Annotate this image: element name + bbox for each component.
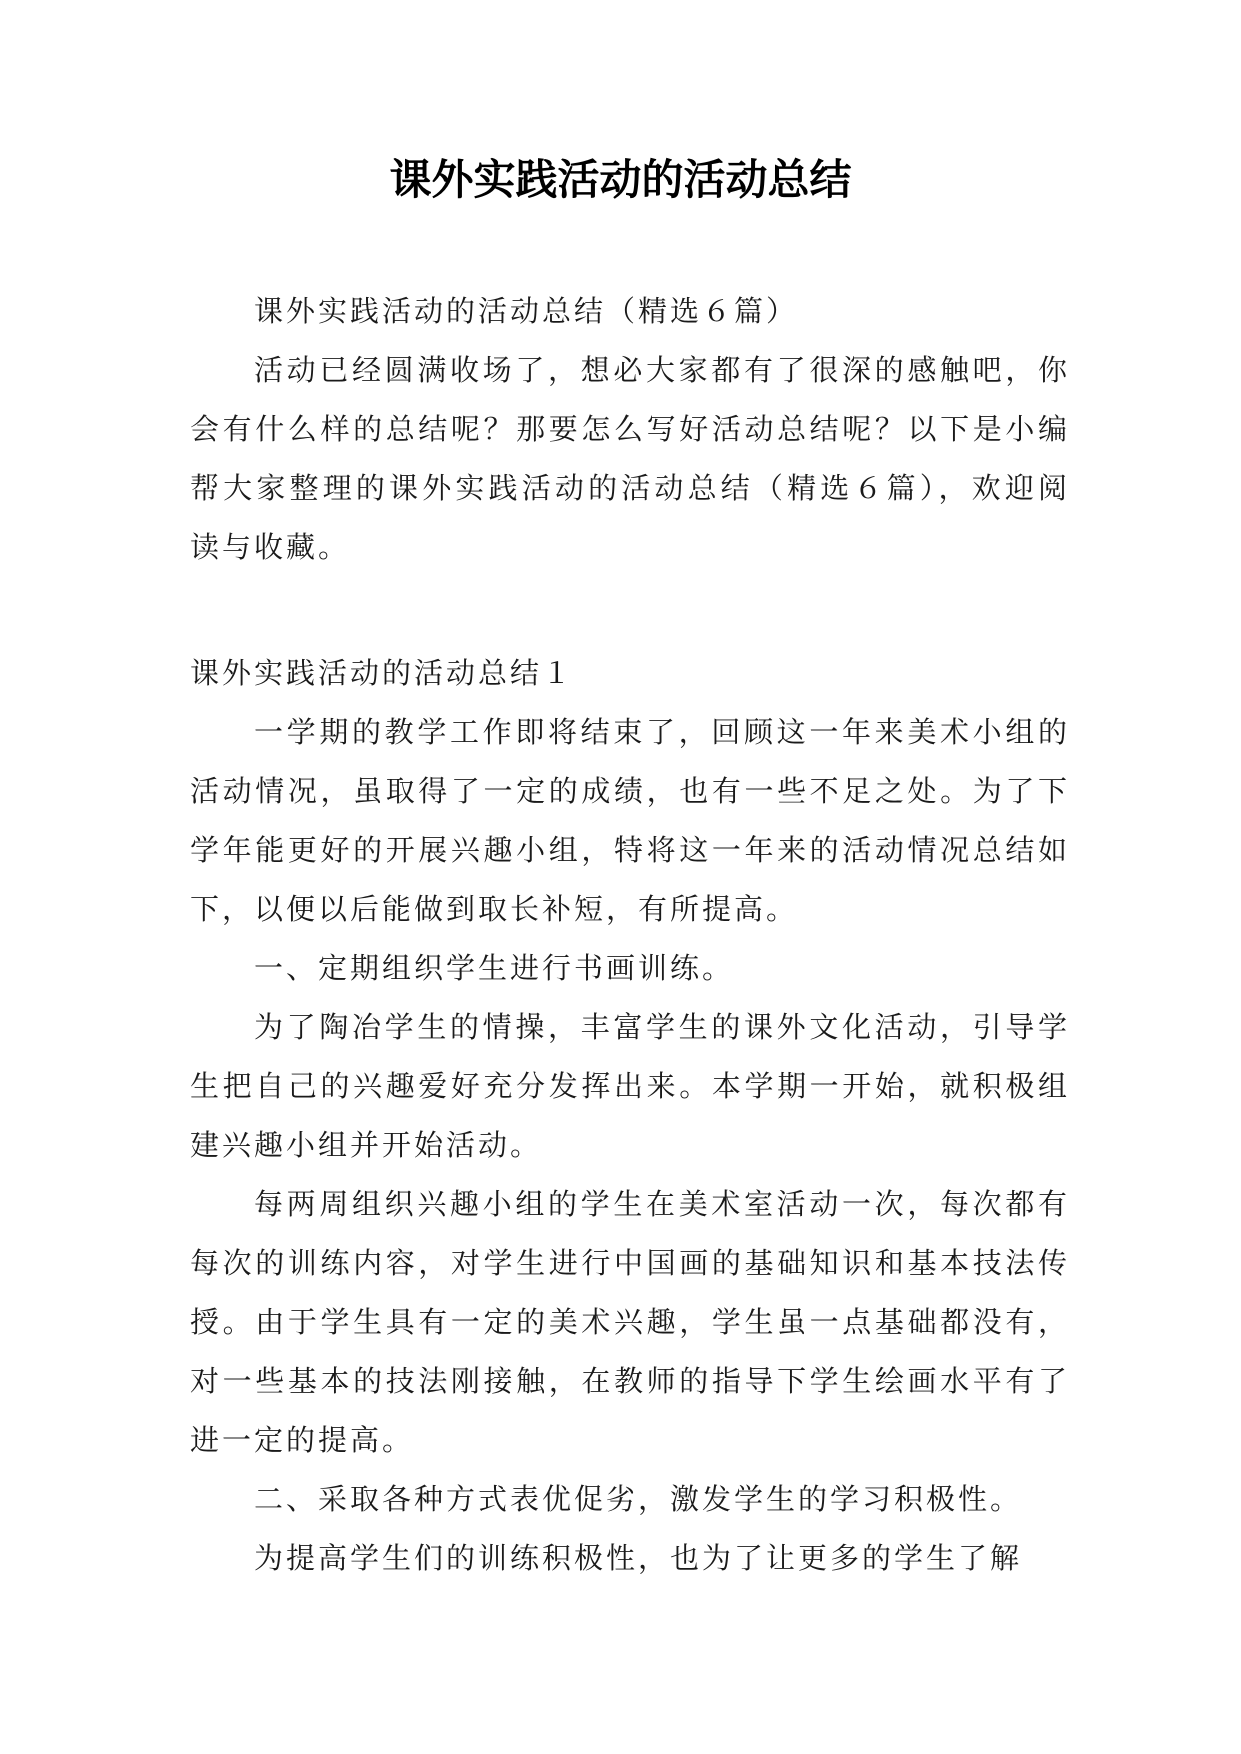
body-paragraph: 一学期的教学工作即将结束了，回顾这一年来美术小组的活动情况，虽取得了一定的成绩，也有一些不足之处。为了下学年能更好的开展兴趣小组，特将这一年来的活动情况总结如下，以便以后能做到取长补短，有所提高。 bbox=[190, 715, 1070, 926]
body-paragraph: 为了陶冶学生的情操，丰富学生的课外文化活动，引导学生把自己的兴趣爱好充分发挥出来。本学期一开始，就积极组建兴趣小组并开始活动。 bbox=[190, 1010, 1070, 1162]
point-heading-1: 一、定期组织学生进行书画训练。 bbox=[254, 951, 735, 985]
intro-paragraph: 活动已经圆满收场了，想必大家都有了很深的感触吧，你会有什么样的总结呢？那要怎么写好活动总结呢？以下是小编帮大家整理的课外实践活动的活动总结（精选６篇），欢迎阅读与收藏。 bbox=[190, 353, 1070, 564]
section-heading: 课外实践活动的活动总结１ bbox=[190, 656, 575, 690]
document-title: 课外实践活动的活动总结 bbox=[389, 155, 852, 204]
point-heading-2: 二、采取各种方式表优促劣，激发学生的学习积极性。 bbox=[254, 1482, 1023, 1516]
body-paragraph: 每两周组织兴趣小组的学生在美术室活动一次，每次都有每次的训练内容，对学生进行中国画的基础知识和基本技法传授。由于学生具有一定的美术兴趣，学生虽一点基础都没有，对一些基本的技法刚接触，在教师的指导下学生绘画水平有了进一定的提高。 bbox=[190, 1187, 1070, 1457]
document-body bbox=[190, 282, 1070, 1588]
subtitle-paragraph: 课外实践活动的活动总结（精选６篇） bbox=[254, 294, 799, 328]
body-paragraph: 为提高学生们的训练积极性，也为了让更多的学生了解 bbox=[254, 1541, 1023, 1575]
section-spacer bbox=[190, 577, 1070, 644]
